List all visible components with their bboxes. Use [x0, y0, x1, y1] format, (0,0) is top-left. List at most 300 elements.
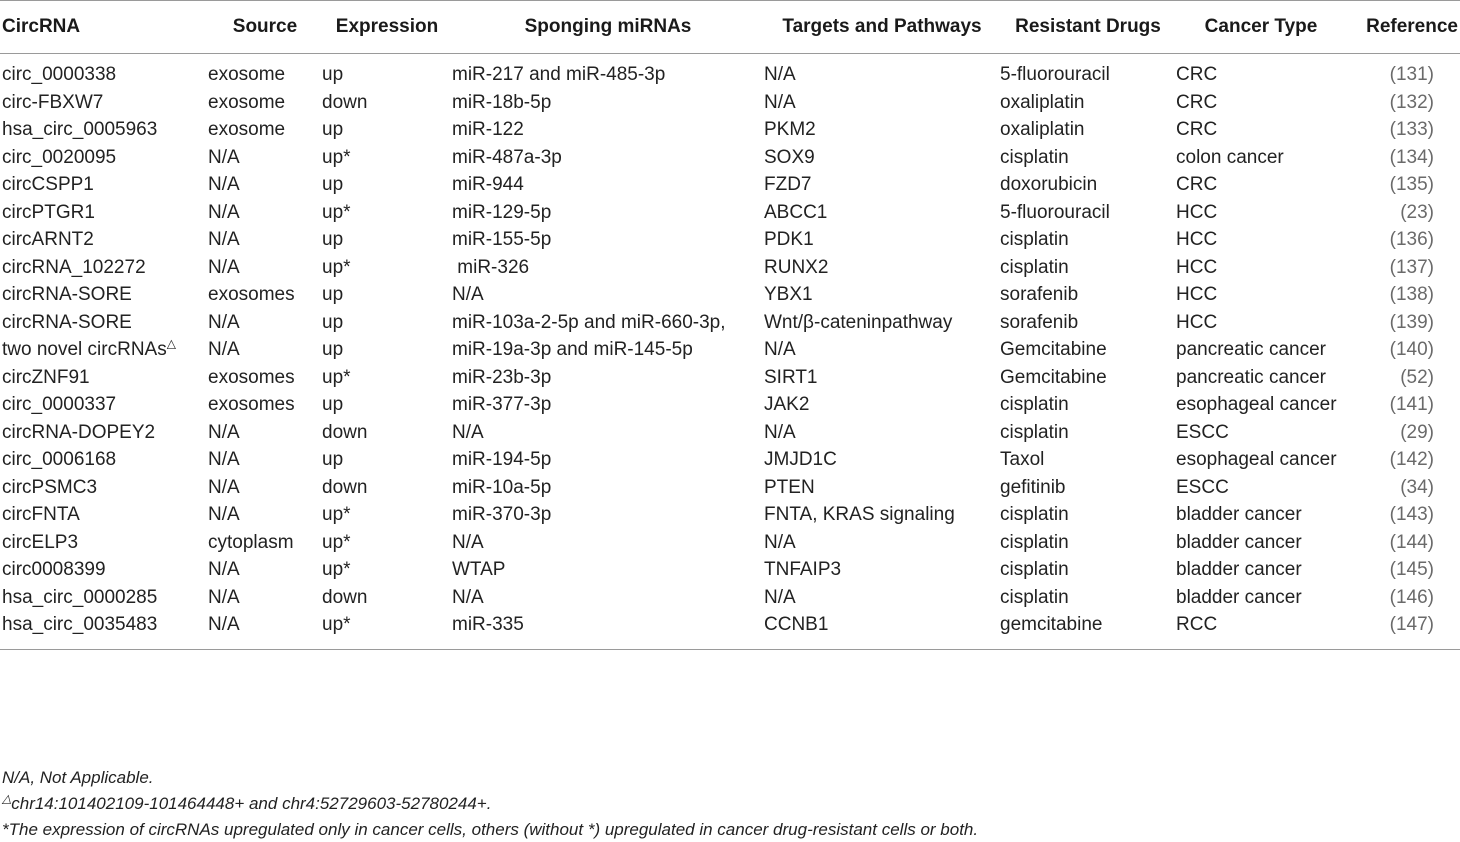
cell-resistant-drugs-text: cisplatin [1000, 229, 1069, 250]
cell-expression [322, 144, 452, 172]
cell-circrna-text: circFNTA [2, 504, 80, 525]
cell-expression [322, 474, 452, 502]
cell-cancer-type [1176, 116, 1346, 144]
cell-source-text: exosomes [208, 284, 295, 305]
cell-sponging-mirnas [452, 171, 764, 199]
cell-cancer-type [1176, 226, 1346, 254]
cell-source [208, 391, 322, 419]
cell-reference [1346, 419, 1460, 447]
cell-source-text: N/A [208, 421, 240, 443]
cell-circrna [0, 584, 208, 612]
cell-targets-pathways [764, 419, 1000, 447]
cell-expression [322, 501, 452, 529]
cell-sponging-mirnas-text: miR-944 [452, 174, 524, 195]
cell-source [208, 446, 322, 474]
cell-reference [1346, 199, 1460, 227]
cell-cancer-type-text: CRC [1176, 174, 1218, 195]
cell-cancer-type [1176, 89, 1346, 117]
table-row [0, 336, 1460, 364]
cell-expression-text: up* [322, 559, 351, 580]
cell-resistant-drugs [1000, 336, 1176, 364]
cell-expression [322, 281, 452, 309]
cell-sponging-mirnas [452, 226, 764, 254]
cell-reference-text: (52) [1400, 366, 1434, 388]
cell-reference-text: (146) [1389, 586, 1434, 608]
cell-expression-text: up* [322, 531, 351, 553]
cell-sponging-mirnas [452, 364, 764, 392]
cell-sponging-mirnas [452, 419, 764, 447]
cell-targets-pathways [764, 171, 1000, 199]
cell-circrna [0, 391, 208, 419]
cell-sponging-mirnas-text: miR-18b-5p [452, 91, 552, 113]
cell-resistant-drugs-text: 5-fluorouracil [1000, 64, 1110, 85]
cell-targets-pathways-text: N/A [764, 531, 796, 553]
cell-resistant-drugs [1000, 501, 1176, 529]
cell-resistant-drugs [1000, 611, 1176, 649]
cell-targets-pathways [764, 89, 1000, 117]
cell-targets-pathways [764, 54, 1000, 89]
cell-sponging-mirnas-text: miR-217 and miR-485-3p [452, 64, 666, 85]
cell-expression-text: up* [322, 366, 351, 388]
cell-source [208, 199, 322, 227]
table-header [0, 1, 1460, 54]
cell-source-text: N/A [208, 476, 240, 498]
cell-circrna [0, 254, 208, 282]
cell-resistant-drugs [1000, 199, 1176, 227]
footnote-na: N/A, Not Applicable. [2, 768, 154, 787]
cell-expression [322, 254, 452, 282]
cell-resistant-drugs-text: cisplatin [1000, 256, 1069, 278]
cell-expression [322, 309, 452, 337]
cell-resistant-drugs-text: gemcitabine [1000, 614, 1103, 635]
cell-circrna-text: hsa_circ_0000285 [2, 586, 158, 608]
cell-resistant-drugs-text: oxaliplatin [1000, 119, 1085, 140]
cell-targets-pathways-text: PTEN [764, 476, 815, 498]
cell-source [208, 364, 322, 392]
table-row [0, 584, 1460, 612]
cell-reference-text: (135) [1389, 174, 1434, 195]
cell-sponging-mirnas-text: miR-326 [452, 256, 530, 278]
cell-expression [322, 529, 452, 557]
table-row [0, 474, 1460, 502]
cell-cancer-type-text: CRC [1176, 64, 1218, 85]
footnote-star: *The expression of circRNAs upregulated only in cancer cells, others (without *) upregulated in cancer drug-resistant cells or both. [2, 820, 979, 839]
cell-circrna [0, 501, 208, 529]
table-row [0, 391, 1460, 419]
cell-source [208, 419, 322, 447]
cell-reference [1346, 364, 1460, 392]
cell-cancer-type [1176, 584, 1346, 612]
cell-reference [1346, 391, 1460, 419]
cell-resistant-drugs-text: cisplatin [1000, 394, 1069, 415]
cell-sponging-mirnas [452, 474, 764, 502]
triangle-mark: △ [2, 791, 12, 806]
cell-cancer-type [1176, 364, 1346, 392]
table-body [0, 54, 1460, 650]
cell-resistant-drugs [1000, 254, 1176, 282]
cell-circrna [0, 89, 208, 117]
cell-expression [322, 446, 452, 474]
cell-expression-text: up [322, 174, 344, 195]
cell-targets-pathways-text: FZD7 [764, 174, 812, 195]
cell-targets-pathways [764, 199, 1000, 227]
cell-sponging-mirnas-text: N/A [452, 531, 484, 553]
cell-sponging-mirnas-text: miR-129-5p [452, 201, 552, 223]
cell-resistant-drugs [1000, 529, 1176, 557]
cell-resistant-drugs-text: Taxol [1000, 449, 1045, 470]
cell-resistant-drugs [1000, 584, 1176, 612]
cell-expression-text: up [322, 119, 344, 140]
cell-source-text: N/A [208, 229, 240, 250]
cell-source [208, 281, 322, 309]
cell-targets-pathways [764, 309, 1000, 337]
cell-resistant-drugs [1000, 309, 1176, 337]
cell-resistant-drugs [1000, 419, 1176, 447]
cell-reference-text: (133) [1389, 119, 1434, 140]
cell-reference [1346, 281, 1460, 309]
cell-targets-pathways [764, 556, 1000, 584]
cell-cancer-type [1176, 529, 1346, 557]
table-row [0, 446, 1460, 474]
cell-source [208, 611, 322, 649]
cell-reference-text: (139) [1389, 311, 1434, 333]
cell-circrna [0, 474, 208, 502]
cell-sponging-mirnas [452, 54, 764, 89]
cell-source [208, 226, 322, 254]
cell-sponging-mirnas-text: N/A [452, 284, 484, 305]
cell-targets-pathways-text: JMJD1C [764, 449, 837, 470]
cell-expression [322, 391, 452, 419]
cell-targets-pathways [764, 254, 1000, 282]
cell-expression [322, 226, 452, 254]
cell-targets-pathways-text: N/A [764, 339, 796, 360]
cell-circrna-text: circ_0020095 [2, 146, 117, 168]
table-row [0, 309, 1460, 337]
cell-sponging-mirnas-text: miR-122 [452, 119, 524, 140]
table-row [0, 199, 1460, 227]
cell-targets-pathways [764, 226, 1000, 254]
cell-resistant-drugs-text: sorafenib [1000, 284, 1079, 305]
cell-circrna-text: circ_0000338 [2, 64, 117, 85]
cell-sponging-mirnas [452, 336, 764, 364]
cell-sponging-mirnas-text: miR-23b-3p [452, 366, 552, 388]
cell-cancer-type [1176, 446, 1346, 474]
cell-circrna-text: circPSMC3 [2, 476, 98, 498]
cell-circrna [0, 309, 208, 337]
cell-cancer-type-text: bladder cancer [1176, 586, 1302, 608]
cell-cancer-type [1176, 144, 1346, 172]
cell-source-text: N/A [208, 256, 240, 278]
cell-reference-text: (132) [1389, 91, 1434, 113]
cell-circrna [0, 529, 208, 557]
cell-sponging-mirnas [452, 529, 764, 557]
cell-reference [1346, 171, 1460, 199]
cell-source [208, 171, 322, 199]
cell-source-text: N/A [208, 449, 240, 470]
cell-reference [1346, 611, 1460, 649]
cell-reference-text: (134) [1389, 146, 1434, 168]
cell-source-text: exosome [208, 119, 286, 140]
cell-circrna [0, 116, 208, 144]
cell-circrna-text: hsa_circ_0005963 [2, 119, 158, 140]
cell-sponging-mirnas-text: miR-19a-3p and miR-145-5p [452, 339, 693, 360]
table-row [0, 171, 1460, 199]
cell-cancer-type-text: colon cancer [1176, 146, 1284, 168]
cell-expression-text: down [322, 421, 368, 443]
cell-targets-pathways-text: FNTA, KRAS signaling [764, 504, 955, 525]
cell-reference [1346, 54, 1460, 89]
cell-source-text: exosome [208, 91, 286, 113]
cell-cancer-type-text: ESCC [1176, 476, 1229, 498]
cell-source [208, 529, 322, 557]
cell-cancer-type [1176, 54, 1346, 89]
table-row [0, 144, 1460, 172]
cell-targets-pathways [764, 364, 1000, 392]
cell-circrna [0, 226, 208, 254]
header-source: Source [208, 1, 322, 54]
cell-targets-pathways-text: N/A [764, 421, 796, 443]
cell-sponging-mirnas [452, 144, 764, 172]
cell-cancer-type [1176, 281, 1346, 309]
cell-resistant-drugs [1000, 281, 1176, 309]
cell-cancer-type [1176, 611, 1346, 649]
cell-source [208, 584, 322, 612]
cell-resistant-drugs [1000, 364, 1176, 392]
cell-targets-pathways [764, 584, 1000, 612]
cell-circrna-text: circARNT2 [2, 229, 94, 250]
cell-cancer-type-text: esophageal cancer [1176, 394, 1337, 415]
triangle-mark: △ [166, 336, 176, 351]
cell-cancer-type-text: RCC [1176, 614, 1218, 635]
cell-reference-text: (138) [1389, 284, 1434, 305]
header-reference: Reference [1346, 1, 1460, 54]
table-row [0, 611, 1460, 649]
cell-circrna [0, 419, 208, 447]
cell-reference-text: (142) [1389, 449, 1434, 470]
header-row [0, 1, 1460, 54]
cell-cancer-type-text: bladder cancer [1176, 559, 1302, 580]
cell-targets-pathways-text: N/A [764, 91, 796, 113]
cell-reference-text: (131) [1389, 64, 1434, 85]
cell-sponging-mirnas [452, 281, 764, 309]
cell-sponging-mirnas-text: WTAP [452, 559, 506, 580]
cell-expression [322, 584, 452, 612]
cell-targets-pathways [764, 446, 1000, 474]
table-row [0, 226, 1460, 254]
cell-cancer-type-text: CRC [1176, 91, 1218, 113]
cell-expression [322, 336, 452, 364]
cell-reference-text: (147) [1389, 614, 1434, 635]
cell-targets-pathways-text: PKM2 [764, 119, 816, 140]
cell-resistant-drugs [1000, 89, 1176, 117]
cell-expression-text: down [322, 586, 368, 608]
cell-sponging-mirnas-text: miR-103a-2-5p and miR-660-3p, [452, 311, 726, 333]
cell-resistant-drugs [1000, 144, 1176, 172]
cell-cancer-type-text: pancreatic cancer [1176, 366, 1326, 388]
footnote-triangle [2, 791, 492, 814]
footnote-triangle-text: chr14:101402109-101464448+ and chr4:52729603-52780244+. [11, 794, 492, 813]
cell-resistant-drugs [1000, 446, 1176, 474]
cell-reference [1346, 584, 1460, 612]
cell-sponging-mirnas [452, 501, 764, 529]
cell-reference-text: (34) [1400, 476, 1434, 498]
cell-expression [322, 89, 452, 117]
cell-resistant-drugs [1000, 54, 1176, 89]
cell-targets-pathways-text: PDK1 [764, 229, 814, 250]
cell-resistant-drugs-text: cisplatin [1000, 531, 1069, 553]
cell-source-text: cytoplasm [208, 531, 294, 553]
cell-source-text: N/A [208, 146, 240, 168]
cell-expression [322, 611, 452, 649]
table-row [0, 556, 1460, 584]
cell-sponging-mirnas [452, 611, 764, 649]
cell-circrna-text: circELP3 [2, 531, 79, 553]
cell-targets-pathways-text: RUNX2 [764, 256, 829, 278]
cell-reference-text: (141) [1389, 394, 1434, 415]
cell-cancer-type [1176, 391, 1346, 419]
cell-reference [1346, 501, 1460, 529]
table-row [0, 54, 1460, 89]
cell-targets-pathways-text: Wnt/β-cateninpathway [764, 311, 953, 333]
cell-source [208, 501, 322, 529]
cell-reference [1346, 116, 1460, 144]
cell-cancer-type-text: HCC [1176, 201, 1218, 223]
cell-sponging-mirnas-text: miR-155-5p [452, 229, 552, 250]
cell-resistant-drugs-text: oxaliplatin [1000, 91, 1085, 113]
cell-cancer-type-text: HCC [1176, 256, 1218, 278]
cell-circrna-text: two novel circRNAs [2, 339, 167, 360]
table-row [0, 116, 1460, 144]
cell-expression-text: up* [322, 146, 351, 168]
cell-reference [1346, 529, 1460, 557]
cell-expression-text: up [322, 284, 344, 305]
cell-cancer-type-text: bladder cancer [1176, 504, 1302, 525]
cell-circrna [0, 199, 208, 227]
cell-resistant-drugs [1000, 171, 1176, 199]
cell-cancer-type-text: ESCC [1176, 421, 1229, 443]
cell-reference-text: (137) [1389, 256, 1434, 278]
cell-targets-pathways-text: SIRT1 [764, 366, 818, 388]
cell-sponging-mirnas-text: miR-377-3p [452, 394, 552, 415]
cell-circrna-text: circRNA-SORE [2, 311, 132, 333]
cell-expression-text: up* [322, 201, 351, 223]
cell-source [208, 89, 322, 117]
header-cancer-type: Cancer Type [1176, 1, 1346, 54]
table-row [0, 501, 1460, 529]
cell-circrna-text: circRNA-DOPEY2 [2, 421, 156, 443]
cell-reference-text: (140) [1389, 339, 1434, 360]
cell-cancer-type-text: HCC [1176, 311, 1218, 333]
cell-targets-pathways [764, 116, 1000, 144]
cell-expression [322, 116, 452, 144]
cell-reference-text: (145) [1389, 559, 1434, 580]
cell-reference-text: (144) [1389, 531, 1434, 553]
table-row [0, 89, 1460, 117]
cell-circrna [0, 336, 208, 364]
table-row [0, 281, 1460, 309]
table-row [0, 254, 1460, 282]
cell-expression-text: up [322, 311, 344, 333]
cell-cancer-type-text: esophageal cancer [1176, 449, 1337, 470]
cell-circrna-text: circ0008399 [2, 559, 106, 580]
table-row [0, 529, 1460, 557]
cell-expression-text: up [322, 64, 344, 85]
cell-targets-pathways [764, 336, 1000, 364]
cell-cancer-type-text: pancreatic cancer [1176, 339, 1326, 360]
cell-circrna-text: circPTGR1 [2, 201, 95, 223]
cell-reference [1346, 474, 1460, 502]
cell-expression-text: up [322, 229, 344, 250]
cell-source-text: N/A [208, 504, 240, 525]
cell-sponging-mirnas [452, 556, 764, 584]
cell-expression-text: down [322, 91, 368, 113]
cell-source-text: exosomes [208, 394, 295, 415]
cell-resistant-drugs [1000, 556, 1176, 584]
cell-source-text: N/A [208, 174, 240, 195]
cell-resistant-drugs-text: gefitinib [1000, 476, 1066, 498]
cell-source [208, 54, 322, 89]
cell-circrna-text: circ-FBXW7 [2, 91, 104, 113]
cell-source-text: N/A [208, 586, 240, 608]
cell-resistant-drugs-text: Gemcitabine [1000, 339, 1107, 360]
cell-sponging-mirnas [452, 446, 764, 474]
cell-circrna-text: circRNA_102272 [2, 256, 146, 278]
cell-sponging-mirnas-text: N/A [452, 586, 484, 608]
cell-source [208, 309, 322, 337]
cell-targets-pathways [764, 391, 1000, 419]
cell-source-text: exosome [208, 64, 286, 85]
cell-circrna [0, 611, 208, 649]
cell-circrna [0, 171, 208, 199]
cell-expression-text: up [322, 339, 344, 360]
cell-targets-pathways-text: CCNB1 [764, 614, 829, 635]
cell-expression [322, 419, 452, 447]
cell-targets-pathways-text: TNFAIP3 [764, 559, 842, 580]
cell-circrna [0, 364, 208, 392]
cell-source [208, 144, 322, 172]
cell-source [208, 474, 322, 502]
cell-reference [1346, 89, 1460, 117]
header-expression: Expression [322, 1, 452, 54]
cell-resistant-drugs-text: cisplatin [1000, 586, 1069, 608]
cell-circrna-text: circZNF91 [2, 366, 90, 388]
cell-reference [1346, 144, 1460, 172]
cell-reference [1346, 226, 1460, 254]
cell-source [208, 556, 322, 584]
cell-expression-text: down [322, 476, 368, 498]
cell-reference-text: (136) [1389, 229, 1434, 250]
cell-source-text: N/A [208, 339, 240, 360]
cell-targets-pathways-text: N/A [764, 586, 796, 608]
cell-cancer-type [1176, 474, 1346, 502]
cell-targets-pathways-text: N/A [764, 64, 796, 85]
cell-circrna [0, 54, 208, 89]
cell-circrna-text: circCSPP1 [2, 174, 94, 195]
header-circrna: CircRNA [0, 1, 208, 54]
cell-expression-text: up [322, 394, 344, 415]
cell-source-text: N/A [208, 614, 240, 635]
cell-targets-pathways [764, 474, 1000, 502]
cell-cancer-type [1176, 501, 1346, 529]
cell-targets-pathways [764, 281, 1000, 309]
cell-sponging-mirnas [452, 309, 764, 337]
cell-resistant-drugs-text: cisplatin [1000, 421, 1069, 443]
cell-circrna [0, 144, 208, 172]
table-row [0, 364, 1460, 392]
cell-source [208, 254, 322, 282]
cell-circrna [0, 556, 208, 584]
cell-targets-pathways [764, 529, 1000, 557]
